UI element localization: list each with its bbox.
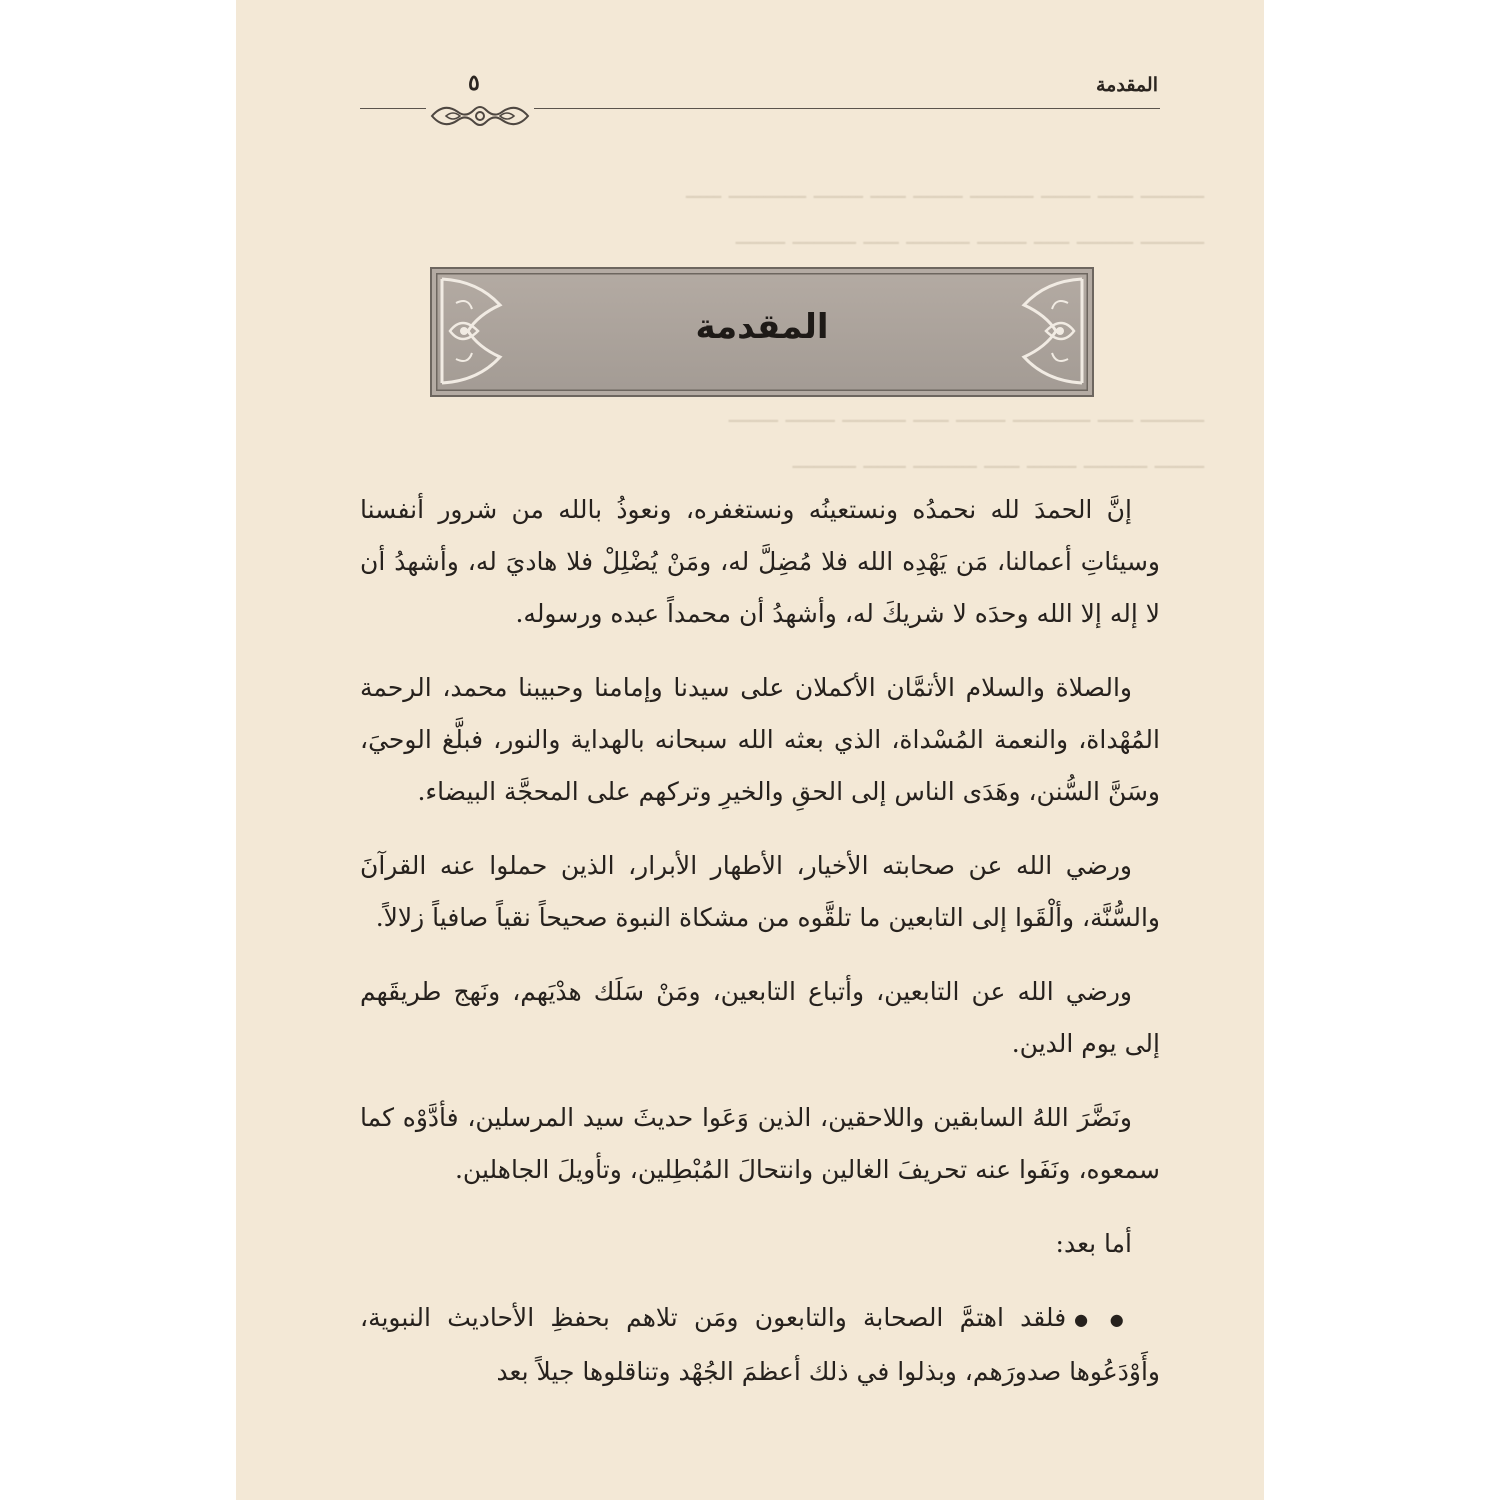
bullet-icon: ● ● (1074, 1309, 1133, 1329)
header-ornament-icon (426, 98, 534, 134)
bleed-through-line: ـــــــــ ــــــــ ـــــ ـــــــ ـــــــــ ـــــ ـــــــــ ـــــــ (735, 222, 1204, 250)
bullet-paragraph-text: فلقد اهتمَّ الصحابة والتابعون ومَن تلاهم بحفظِ الأحاديث النبوية، وأَوْدَعُوها صدورَهم، وبذلوا في ذلك أعظمَ الجُهْد وتناقلوها جيلاً بعد (360, 1303, 1160, 1386)
bullet-paragraph (360, 1292, 1160, 1398)
running-header-title: المقدمة (1095, 74, 1158, 96)
bleed-through-line: ـــــــ ـــــــــ ـــــــ ـــــ ـــــــــ ــــــ ـــــــــ (792, 446, 1204, 474)
body-text (360, 484, 1160, 1420)
chapter-title-box (430, 267, 1094, 397)
bleed-through-line: ـــــــــ ـــــ ـــــــــــ ـــــــ ـــــ ـــــــــ ـــــــ ـــــــ (728, 400, 1204, 428)
chapter-title: المقدمة (695, 307, 829, 347)
book-page (236, 0, 1264, 1500)
paragraph: إنَّ الحمدَ لله نحمدُه ونستعينُه ونستغفره، ونعوذُ بالله من شرور أنفسنا وسيئاتِ أعمالنا، مَن يَهْدِه الله فلا مُضِلَّ له، ومَنْ يُضْلِلْ فلا هاديَ له، وأشهدُ أن لا إله إلا الله وحدَه لا شريكَ له، وأشهدُ أن محمداً عبده ورسوله. (360, 495, 1160, 628)
page-number: ٥ (468, 70, 480, 96)
paragraph: أما بعد: (1055, 1229, 1132, 1258)
bleed-through-line: ـــــــــ ـــــ ـــــــ ـــــــــ ـــــــ ـــــ ـــــــ ـــــــــــ ـــــ (685, 176, 1204, 204)
paragraph: ورضي الله عن التابعين، وأتباع التابعين، ومَنْ سَلَك هدْيَهم، ونَهج طريقَهم إلى يوم الدين. (360, 977, 1160, 1058)
paragraph: والصلاة والسلام الأتمَّان الأكملان على سيدنا وإمامنا وحبيبنا محمد، الرحمة المُهْداة، والنعمة المُسْداة، الذي بعثه الله سبحانه بالهداية والنور، فبلَّغ الوحيَ، وسَنَّ السُّنن، وهَدَى الناس إلى الحقِ والخيرِ وتركهم على المحجَّة البيضاء. (360, 673, 1160, 806)
paragraph: ونَضَّرَ اللهُ السابقين واللاحقين، الذين وَعَوا حديثَ سيد المرسلين، فأدَّوْه كما سمعوه، ونَفَوا عنه تحريفَ الغالين وانتحالَ المُبْطِلين، وتأويلَ الجاهلين. (360, 1103, 1160, 1184)
paragraph: ورضي الله عن صحابته الأخيار، الأطهار الأبرار، الذين حملوا عنه القرآنَ والسُّنَّة، وألْقَوا إلى التابعين ما تلقَّوه من مشكاة النبوة صحيحاً نقياً صافياً زلالاً. (360, 851, 1160, 932)
